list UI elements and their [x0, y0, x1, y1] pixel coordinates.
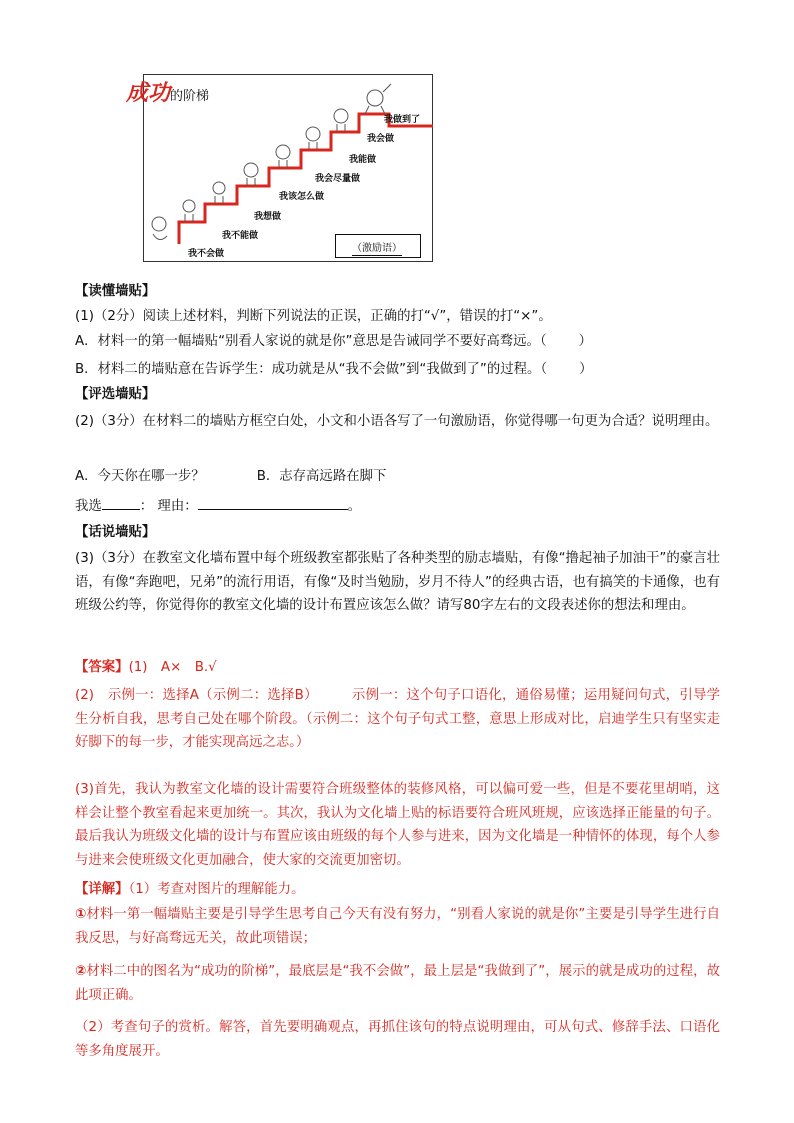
heading-select: 【评选墙贴】 — [75, 387, 156, 402]
detail-heading: 【详解】 — [75, 882, 129, 897]
detail-1a — [75, 903, 720, 950]
step-label-5: 我会尽量做 — [315, 174, 361, 184]
slogan-box — [335, 234, 421, 258]
detail-row-1 — [75, 880, 304, 900]
option-1b — [75, 360, 593, 380]
line-end: 。 — [347, 499, 361, 514]
option-1b-text: B．材料二的墙贴意在告诉学生：成功就是从“我不会做”到“我做到了”的过程。（ — [75, 362, 548, 377]
reason-blank[interactable] — [198, 495, 348, 510]
figure-title-big: 成功 — [126, 81, 171, 106]
figure-title-small: 的阶梯 — [170, 89, 210, 104]
answer-line-2 — [75, 495, 361, 517]
detail-1b-text: 材料二中的图名为“成功的阶梯”，最底层是“我不会做”，最上层是“我做到了”，展示的就是成功的过程，故此项正确。 — [75, 964, 721, 1003]
question-3: (3)（3分）在教室文化墙布置中每个班级教室都张贴了各种类型的励志墙贴，有像“撸起袖子加油干”的豪言壮语，有像“奔跑吧，兄弟”的流行用语，有像“及时当勉励，岁月不待人”的经典古语，也有搞笑的卡通像，也有班级公约等，你觉得你的教室文化墙的设计布置应该怎么做？请写80字左右的文段表述你的想法和理由。 — [75, 551, 720, 613]
detail-1b-mark: ② — [75, 964, 87, 979]
slogan-box-label: （激励语） — [352, 239, 402, 256]
reason-label: ： 理由： — [139, 499, 198, 514]
detail-1b — [75, 960, 720, 1007]
answer-1: (1) A× B.√ — [128, 660, 217, 675]
detail-1a-mark: ① — [75, 907, 87, 922]
answer-2-label: (2) — [75, 688, 108, 703]
step-label-2: 我不能做 — [222, 231, 259, 241]
option-1a-end: ） — [578, 334, 593, 349]
heading-read: 【读懂墙贴】 — [75, 284, 156, 299]
detail-2: （2）考查句子的赏析。解答，首先要明确观点，再抓住该句的特点说明理由，可从句式、修辞手法、口语化等多角度展开。 — [75, 1020, 720, 1059]
choose-label: 我选 — [75, 499, 102, 514]
options-2 — [75, 467, 386, 487]
option-2b: B．志存高远路在脚下 — [256, 469, 387, 484]
answer-3: (3)首先，我认为教室文化墙的设计需要符合班级整体的装修风格，可以偏可爱一些，但是不要花里胡哨，这样会让整个教室看起来更加统一。其次，我认为文化墙上贴的标语要符合班风班规，应该选择正能量的句子。最后我认为班级文化墙的设计与布置应该由班级的每个人参与进来，因为文化墙是一种情怀的体现，每个人参与进来会使班级文化更加融合，使大家的交流更加密切。 — [75, 782, 720, 868]
heading-talk: 【话说墙贴】 — [75, 525, 156, 540]
option-2a: A．今天你在哪一步？ — [75, 469, 205, 484]
question-1: (1)（2分）阅读上述材料，判断下列说法的正误，正确的打“√”，错误的打“×”。 — [75, 309, 552, 324]
choose-blank[interactable] — [102, 495, 140, 510]
option-1a-text: A．材料一的第一幅墙贴“别看人家说的就是你”意思是告诫同学不要好高骛远。（ — [75, 334, 547, 349]
answer-2 — [75, 684, 720, 755]
question-2: (2)（3分）在材料二的墙贴方框空白处，小文和小语各写了一句激励语，你觉得哪一句更为合适？说明理由。 — [75, 414, 719, 429]
step-label-7: 我会做 — [367, 134, 395, 144]
step-label-3: 我想做 — [254, 212, 282, 222]
answer-2-text: 示例一：选择A（示例二：选择B） 示例一：这个句子口语化，通俗易懂；运用疑问句式，引导学生分析自我，思考自己处在哪个阶段。（示例二：这个句子句式工整，意思上形成对比，启迪学生只有坚实走好脚下的每一步，才能实现高远之志。） — [75, 688, 721, 750]
answer-heading: 【答案】 — [75, 660, 129, 675]
step-label-1: 我不会做 — [188, 249, 225, 259]
figure-title — [126, 76, 209, 107]
detail-1: （1）考查对图片的理解能力。 — [128, 882, 305, 897]
option-1a — [75, 332, 592, 352]
step-label-6: 我能做 — [349, 155, 377, 165]
step-label-4: 我该怎么做 — [279, 192, 325, 202]
step-label-8: 我做到了 — [384, 115, 421, 125]
detail-1a-text: 材料一第一幅墙贴主要是引导学生思考自己今天有没有努力，“别看人家说的就是你”主要是引导学生进行自我反思，与好高骛远无关，故此项错误； — [75, 907, 720, 946]
answer-row-1 — [75, 658, 217, 678]
option-1b-end: ） — [579, 362, 593, 377]
